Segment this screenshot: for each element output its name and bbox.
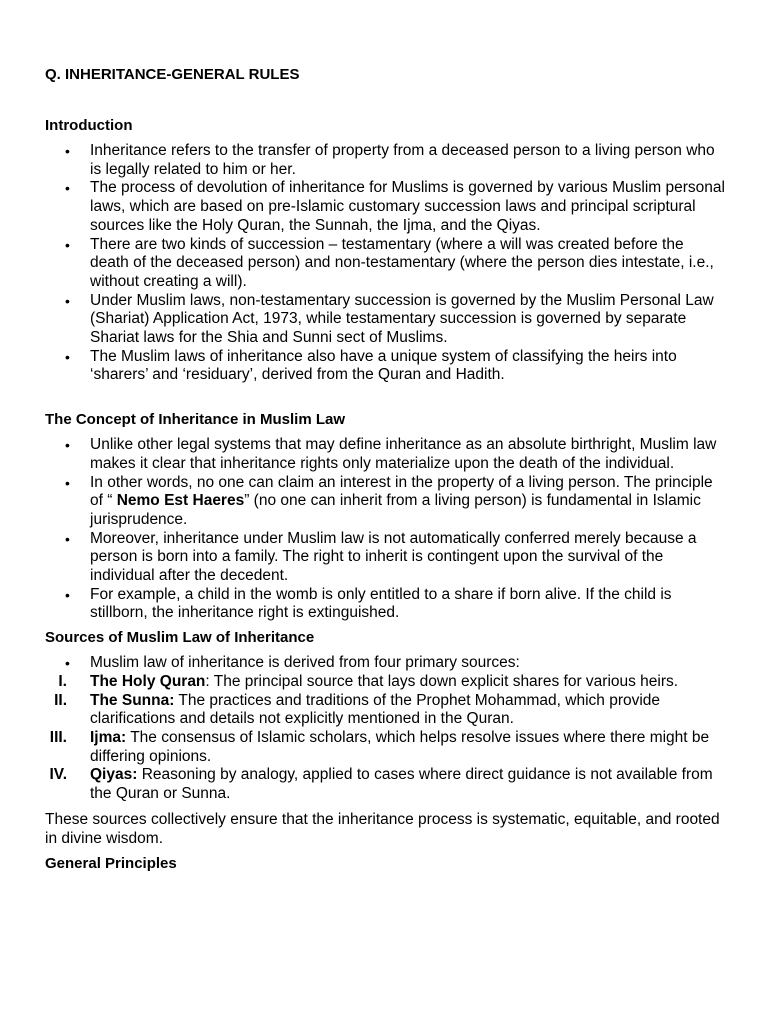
list-item: • Muslim law of inheritance is derived from four primary sources: [65, 654, 520, 672]
section-heading-concept: The Concept of Inheritance in Muslim Law [45, 411, 346, 429]
list-item: • Inheritance refers to the transfer of property from a deceased person to a living person who is legally related to him or her. [65, 142, 715, 178]
source-item: I. The Holy Quran: The principal source that lays down explicit shares for various heirs. [58, 672, 679, 690]
bullet-icon: • [65, 655, 70, 672]
list-item: • In other words, no one can claim an interest in the property of a living person. The principle of “ Nemo Est Haeres” (no one can inherit from a living person) is fundamental in Islamic jurisprudence. [65, 473, 713, 528]
bullet-icon: • [65, 180, 70, 197]
introduction-list [45, 142, 725, 385]
source-item: IV. Qiyas: Reasoning by analogy, applied to cases where direct guidance is not available from the Quran or Sunna. [49, 766, 713, 803]
source-item: II. The Sunna: The practices and traditions of the Prophet Mohammad, which provide clarifications and details not explicitly mentioned in the Quran. [54, 691, 661, 728]
list-item: • There are two kinds of succession – testamentary (where a will was created before the death of the deceased person) and non-testamentary (where the person dies intestate, i.e., without creating a will). [65, 235, 714, 290]
list-item: • The Muslim laws of inheritance also have a unique system of classifying the heirs into ‘sharers’ and ‘residuary’, derived from the Quran and Hadith. [65, 347, 677, 384]
document-title: Q. INHERITANCE-GENERAL RULES [45, 66, 300, 83]
bullet-icon: • [65, 348, 70, 365]
list-item: • Moreover, inheritance under Muslim law is not automatically conferred merely because a person is born into a family. The right to inherit is contingent upon the survival of the individual after the decedent. [65, 529, 697, 585]
list-item: • For example, a child in the womb is only entitled to a share if born alive. If the child is stillborn, the inheritance right is extinguished. [65, 585, 672, 622]
sources-intro-list [45, 654, 725, 673]
bullet-icon: • [65, 474, 70, 491]
sources-closing-paragraph: These sources collectively ensure that the inheritance process is systematic, equitable, and rooted in divine wisdom. [45, 810, 720, 847]
bullet-icon: • [65, 236, 70, 253]
list-item: • Unlike other legal systems that may define inheritance as an absolute birthright, Muslim law makes it clear that inheritance rights only materialize upon the death of the individual. [65, 436, 717, 472]
section-heading-general-principles: General Principles [45, 855, 177, 873]
sources-numbered-list [45, 673, 725, 804]
bullet-icon: • [65, 143, 70, 159]
section-heading-introduction: Introduction [45, 117, 133, 134]
document-page [45, 66, 725, 880]
bullet-icon: • [65, 292, 70, 309]
latin-maxim: Nemo Est Haeres [116, 492, 245, 510]
source-item: III. Ijma: The consensus of Islamic scholars, which helps resolve issues where there might be differing opinions. [49, 728, 710, 765]
list-item: • Under Muslim laws, non-testamentary succession is governed by the Muslim Personal Law (Shariat) Application Act, 1973, while testamentary succession is governed by separate Shariat laws for the Shia and Sunni sect of Muslims. [65, 291, 714, 347]
bullet-icon: • [65, 586, 70, 603]
list-item: • The process of devolution of inheritance for Muslims is governed by various Muslim personal laws, which are based on pre-Islamic customary succession laws and principal scriptural sources like the Holy Quran, the Sunnah, the Ijma, and the Qiyas. [65, 179, 725, 234]
bullet-icon: • [65, 530, 70, 547]
concept-list [45, 436, 725, 623]
section-heading-sources: Sources of Muslim Law of Inheritance [45, 629, 315, 647]
bullet-icon: • [65, 437, 70, 454]
